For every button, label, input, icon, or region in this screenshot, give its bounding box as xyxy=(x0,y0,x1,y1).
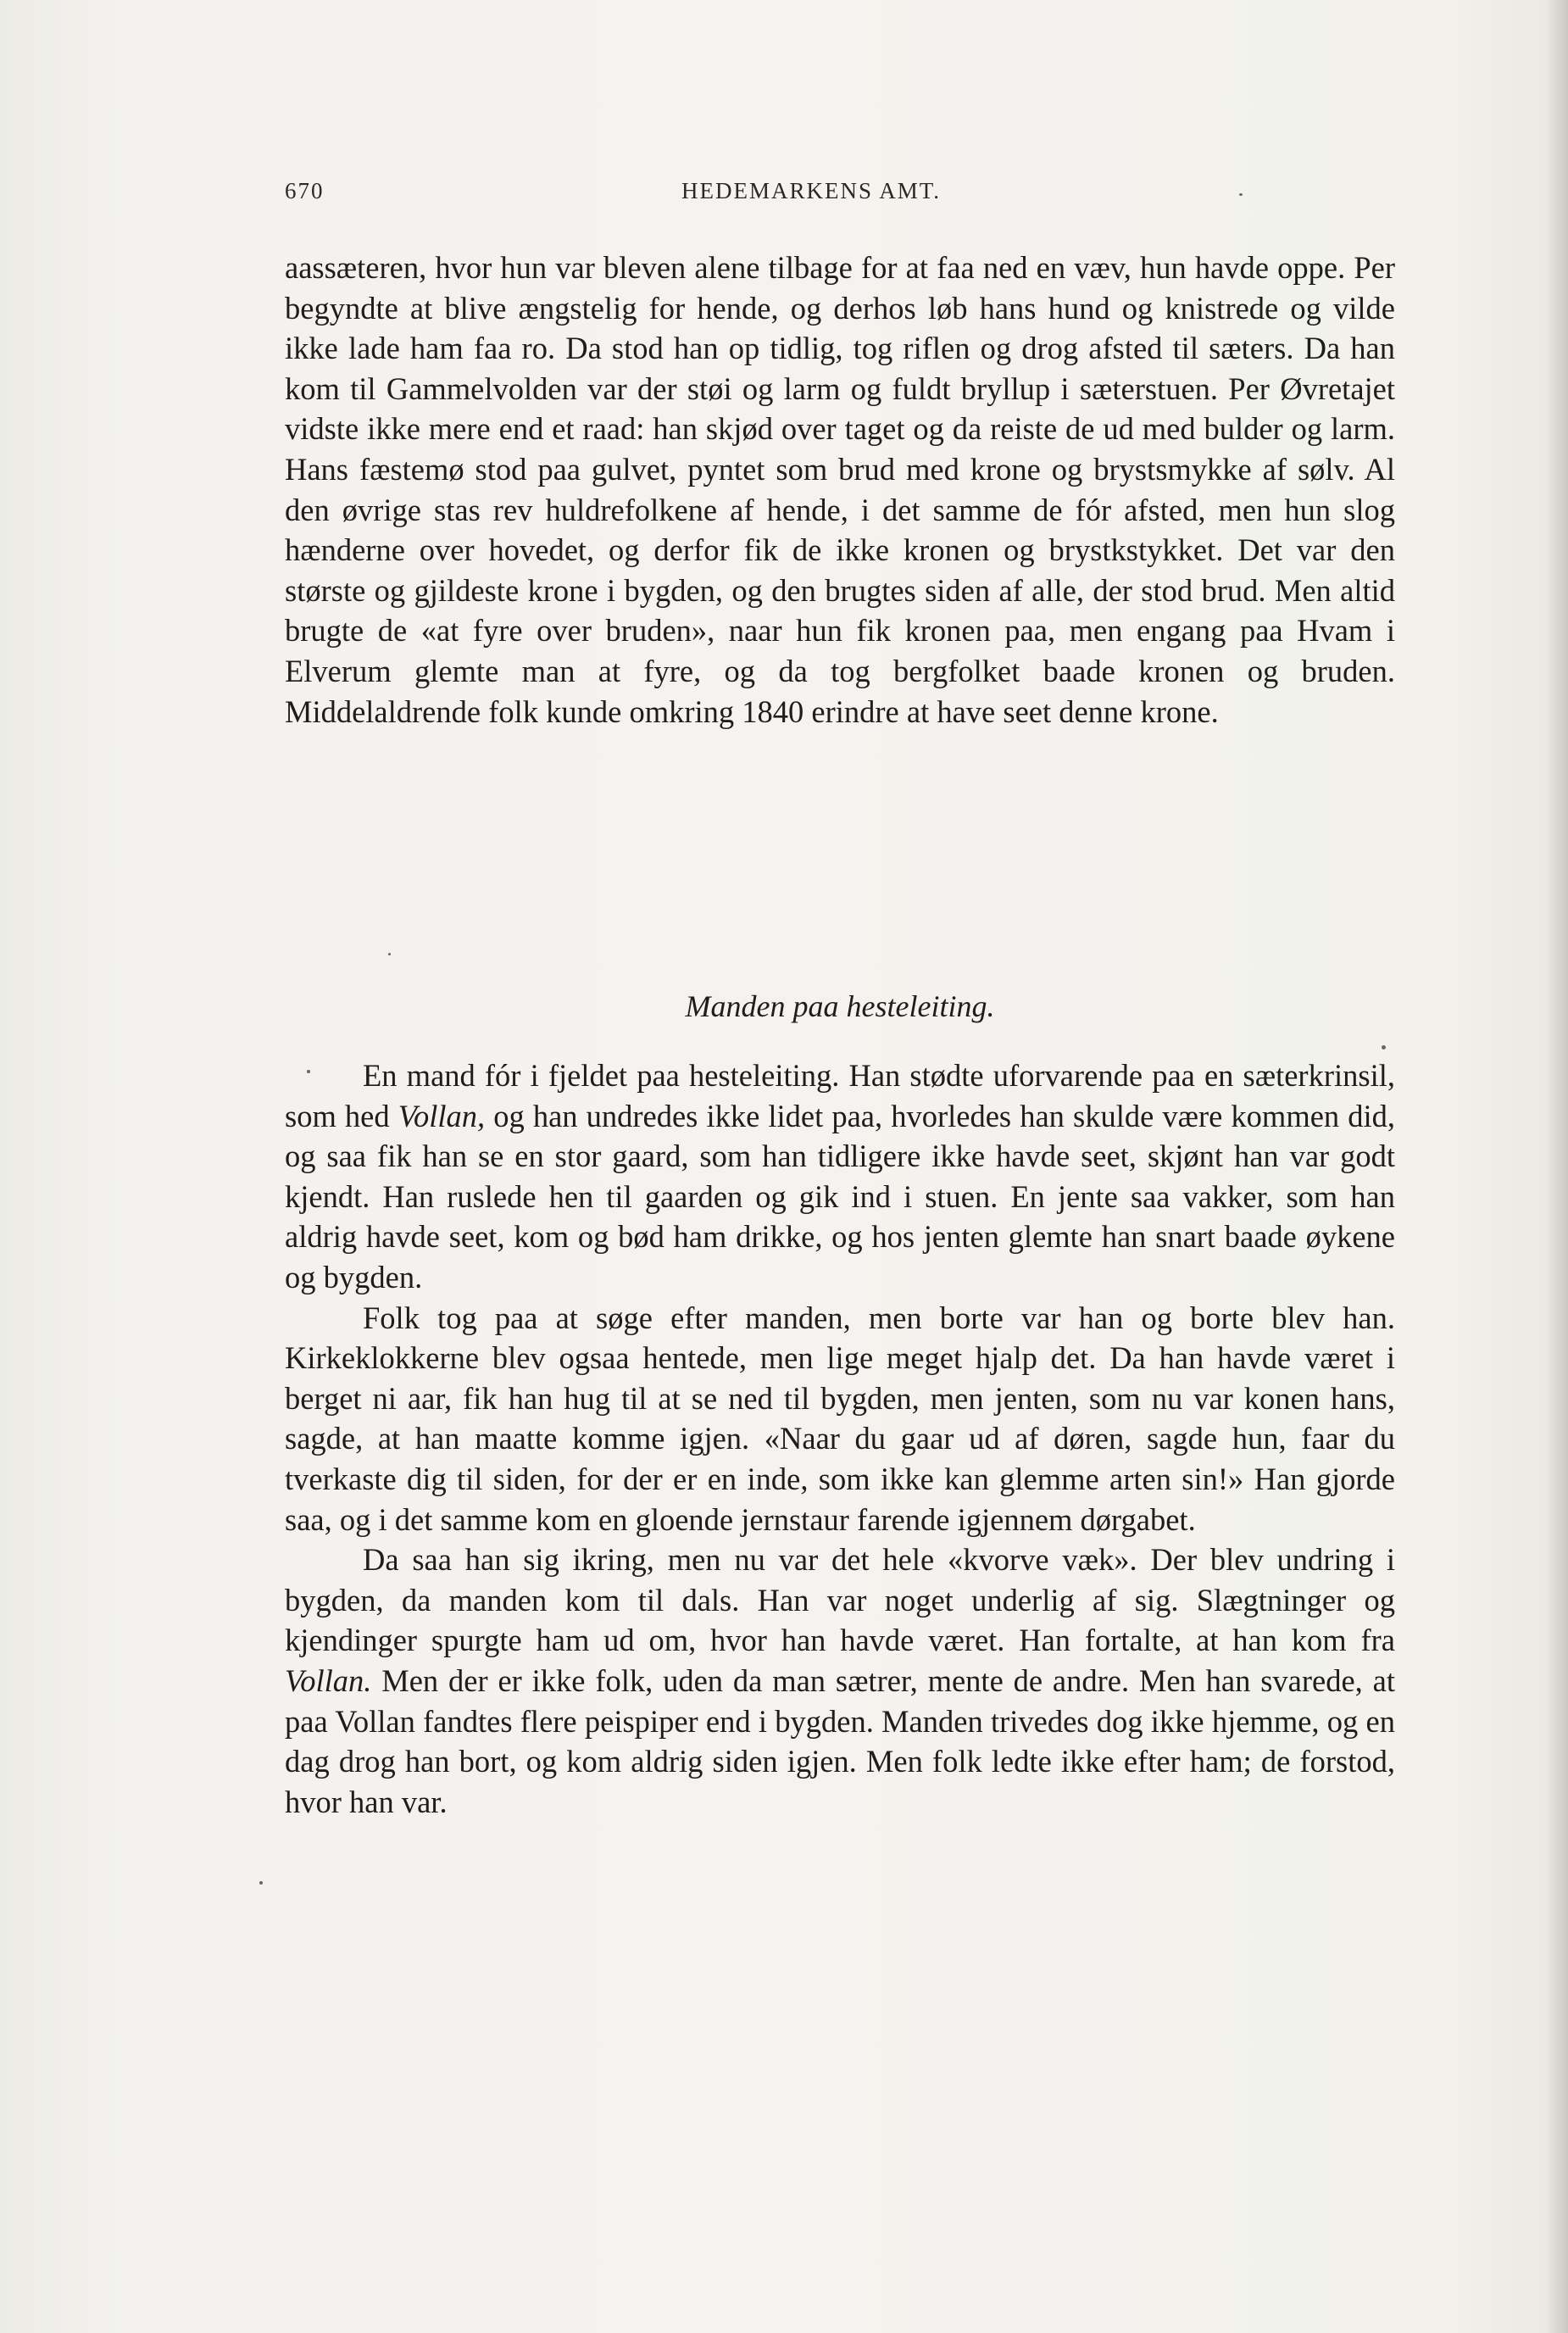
paragraph-text: En mand fór i fjeldet paa hesteleiting. Han stødte uforvarende paa en sæterkrinsil, som hed xyxy=(285,1058,1395,1133)
print-speck xyxy=(388,953,391,955)
paragraph-text: og han undredes ikke lidet paa, hvorledes han skulde være kommen did, og saa fik han se en stor gaard, som han tidligere ikke havde seet, skjønt han var godt kjendt. Han ruslede hen til gaarden og gik ind i stuen. En jente saa vakker, som han aldrig havde seet, kom og bød ham drikke, og hos jenten glemte han snart baade øykene og bygden. xyxy=(285,1098,1396,1295)
print-speck xyxy=(1382,1045,1386,1050)
page-number: 670 xyxy=(285,178,325,203)
place-name: Vollan, xyxy=(398,1098,486,1133)
paragraph-text: Men der er ikke folk, uden da man sætrer, mente de andre. Men han svarede, at paa Vollan fandtes flere peispiper end i bygden. Manden trivedes dog ikke hjemme, og en dag drog han bort, og kom aldrig siden igjen. Men folk ledte ikke efter ham; de forstod, hvor han var. xyxy=(285,1662,1395,1819)
page-edge-shadow xyxy=(1546,0,1568,2333)
story-text xyxy=(285,1055,1395,1822)
print-speck xyxy=(307,1070,310,1073)
story-paragraph-2: Folk tog paa at søge efter manden, men borte var han og borte blev han. Kirkeklokkerne blev ogsaa hentede, men lige meget hjalp det. Da han havde været i berget ni aar, fik han hug til at se ned til bygden, men jenten, som nu var konen hans, sagde, at han maatte komme igjen. «Naar du gaar ud af døren, sagde hun, faar du tverkaste dig til siden, for der er en inde, som ikke kan glemme arten sin!» Han gjorde saa, og i det samme kom en gloende jernstaur farende igjennem dørgabet. xyxy=(285,1300,1395,1537)
running-head: HEDEMARKENS AMT. xyxy=(681,178,942,203)
paragraph-text: Da saa han sig ikring, men nu var det hele «kvorve væk». Der blev undring i bygden, da manden kom til dals. Han var noget underlig af sig. Slægtninger og kjendinger spurgte ham ud om, hvor han havde været. Han fortalte, at han kom fra xyxy=(285,1542,1395,1658)
continuation-text xyxy=(285,248,1395,732)
place-name: Vollan. xyxy=(285,1662,372,1698)
page-header xyxy=(285,178,1387,212)
print-speck xyxy=(259,1881,263,1885)
story-paragraph-3 xyxy=(285,1540,1395,1822)
story-paragraph-1 xyxy=(285,1055,1395,1298)
section-title: Manden paa hesteleiting. xyxy=(685,989,995,1023)
continuation-paragraph: aassæteren, hvor hun var bleven alene tilbage for at faa ned en væv, hun havde oppe. Per begyndte at blive ængstelig for hende, og derhos løb hans hund og knistrede og vilde ikke lade ham faa ro. Da stod han op tidlig, tog riflen og drog afsted til sæters. Da han kom til Gammelvolden var der støi og larm og fuldt bryllup i sæterstuen. Per Øvretajet vidste ikke mere end et raad: han skjød over taget og da reiste de ud med bulder og larm. Hans fæstemø stod paa gulvet, pyntet som brud med krone og brystsmykke af sølv. Al den øvrige stas rev huldrefolkene af hende, i det samme de fór afsted, men hun slog hænderne over hovedet, og derfor fik de ikke kronen og brystkstykket. Det var den største og gjildeste krone i bygden, og den brugtes siden af alle, der stod brud. Men altid brugte de «at fyre over bruden», naar hun fik kronen paa, men engang paa Hvam i Elverum glemte man at fyre, og da tog bergfolket baade kronen og bruden. Middelaldrende folk kunde omkring 1840 erindre at have seet denne krone. xyxy=(285,250,1395,729)
print-speck xyxy=(1239,193,1243,196)
